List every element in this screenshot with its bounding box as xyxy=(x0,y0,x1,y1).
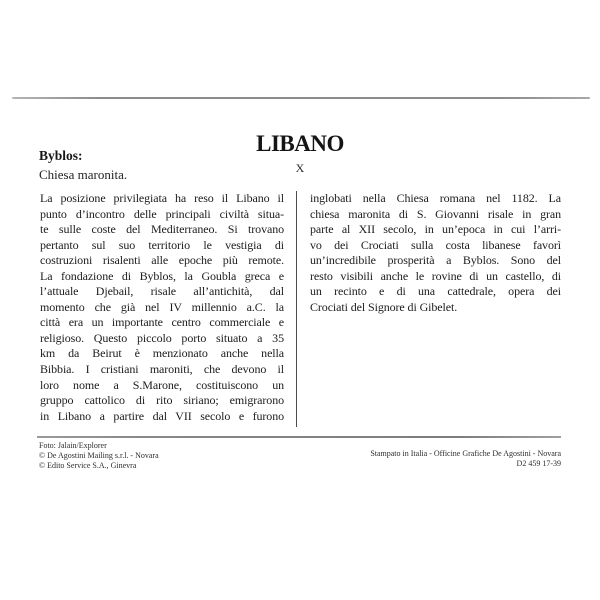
footer-credits xyxy=(39,441,159,471)
text-line: Stampato in Italia - Officine Grafiche De Agostini - Novara xyxy=(370,449,561,458)
text-line: religioso. Questo piccolo porto situato a 35 xyxy=(40,330,284,345)
text-line: D2 459 17-39 xyxy=(516,459,561,468)
text-line: città era un importante centro commerciale e xyxy=(40,315,284,330)
text-line: un recinto e di una cattedrale, opera dei xyxy=(310,284,561,299)
text-line: l’attuale Djebail, risale all’antichità, dal xyxy=(40,284,284,299)
text-line: © Edito Service S.A., Ginevra xyxy=(39,461,137,470)
text-line: gruppo cattolico di rito siriano; emigrarono xyxy=(40,393,284,408)
page-title: LIBANO xyxy=(256,131,344,156)
place-subheading: Chiesa maronita. xyxy=(39,167,128,182)
text-line: pertanto sul suo territorio le vestigia di xyxy=(40,237,284,252)
column-gap xyxy=(284,191,310,424)
text-line: punto d’incontro delle principali civiltà situa- xyxy=(40,206,284,221)
text-line: La fondazione di Byblos, la Goubla greca e xyxy=(40,268,284,283)
footer-printer-info xyxy=(370,449,561,469)
text-line: in Libano a partire dal VII secolo e furono xyxy=(40,408,284,423)
top-rule xyxy=(12,97,590,99)
text-line: te sulle coste del Mediterraneo. Si trovano xyxy=(40,222,284,237)
text-line: resto visibili anche le rovine di un castello, di xyxy=(310,268,561,283)
text-line: loro nome a S.Marone, costituiscono un xyxy=(40,377,284,392)
text-line: Crociati del Signore di Gibelet. xyxy=(310,299,458,314)
body-text xyxy=(40,191,561,424)
text-line: momento che già nel IV millennio a.C. la xyxy=(40,299,284,314)
series-marker: X xyxy=(295,161,305,175)
text-line: chiesa maronita di S. Giovanni risale in gran xyxy=(310,206,561,221)
place-heading: Byblos: xyxy=(39,148,83,163)
text-line: © De Agostini Mailing s.r.l. - Novara xyxy=(39,451,159,460)
text-line: km da Beirut è menzionato anche nella xyxy=(40,346,284,361)
text-line: Foto: Jalain/Explorer xyxy=(39,441,107,450)
column-divider xyxy=(296,191,297,427)
text-line: costruzioni risalenti alle epoche più remote. xyxy=(40,253,284,268)
text-line: parte al XII secolo, in un’epoca in cui l’arri- xyxy=(310,222,561,237)
footer-rule xyxy=(37,436,561,438)
text-line: un’incredibile prosperità a Byblos. Sono del xyxy=(310,253,561,268)
text-line: vo dei Crociati sulla costa libanese favorì xyxy=(310,237,561,252)
body-column-right xyxy=(310,191,561,424)
text-line: Bibbia. I cristiani maroniti, che devono il xyxy=(40,362,284,377)
text-line: La posizione privilegiata ha reso il Libano il xyxy=(40,191,284,205)
body-column-left xyxy=(40,191,284,424)
text-line: inglobati nella Chiesa romana nel 1182. La xyxy=(310,191,561,205)
